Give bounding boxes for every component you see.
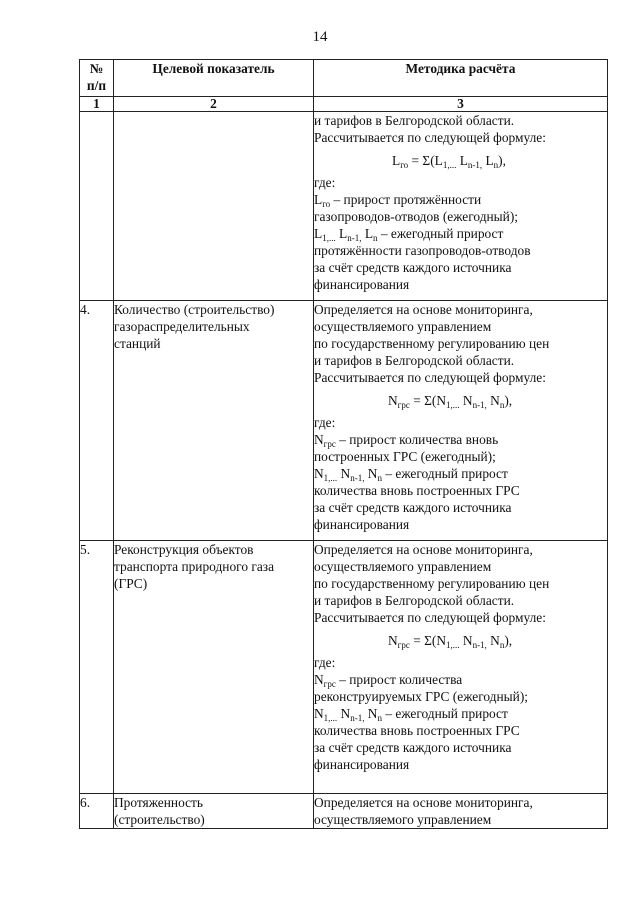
formula-text: ), bbox=[504, 393, 513, 408]
definition-subscript: n bbox=[373, 233, 378, 243]
formula bbox=[314, 392, 607, 409]
indicator-name-line: станций bbox=[114, 336, 161, 351]
formula-subscript: n-1, bbox=[472, 640, 487, 650]
table-header-row bbox=[80, 60, 608, 97]
row-number-cell bbox=[80, 112, 114, 301]
definition-line: финансирования bbox=[314, 277, 410, 292]
definition-subscript: n-1, bbox=[350, 473, 365, 483]
where-label: где: bbox=[314, 175, 336, 190]
indicators-table bbox=[79, 59, 608, 829]
formula-text: ), bbox=[504, 633, 513, 648]
definition-text: N bbox=[337, 706, 351, 721]
definition-subscript: грс bbox=[323, 439, 336, 449]
table-row bbox=[80, 541, 608, 794]
column-number-3: 3 bbox=[314, 97, 608, 112]
row-number-cell: 6. bbox=[80, 794, 114, 829]
definition-symbol: N bbox=[314, 432, 324, 447]
method-line: Определяется на основе мониторинга, bbox=[314, 302, 533, 317]
definition-text: L bbox=[335, 226, 348, 241]
row-number-cell: 5. bbox=[80, 541, 114, 794]
formula-text: L bbox=[456, 153, 468, 168]
definition-line: протяжённости газопроводов-отводов bbox=[314, 243, 531, 258]
definition-text: – прирост количества вновь bbox=[335, 432, 499, 447]
formula-subscript: 1,... bbox=[446, 640, 460, 650]
definition-text: N bbox=[337, 466, 351, 481]
formula-symbol: N bbox=[388, 633, 398, 648]
formula-subscript: n bbox=[499, 640, 505, 650]
indicator-name-cell bbox=[114, 794, 314, 829]
definition-subscript: 1,... bbox=[322, 233, 336, 243]
method-line: Рассчитывается по следующей формуле: bbox=[314, 610, 546, 625]
definition-line: газопроводов-отводов (ежегодный); bbox=[314, 209, 519, 224]
method-line: и тарифов в Белгородской области. bbox=[314, 353, 515, 368]
method-line: осуществляемого управлением bbox=[314, 559, 492, 574]
formula-subscript: грс bbox=[397, 400, 410, 410]
row-number-cell: 4. bbox=[80, 301, 114, 541]
indicator-name-line: Реконструкция объектов bbox=[114, 542, 254, 557]
definition-line bbox=[314, 225, 607, 242]
definition-symbol: N bbox=[314, 466, 324, 481]
formula-text: N bbox=[486, 633, 500, 648]
definition-line bbox=[314, 671, 607, 688]
definition-text: – ежегодный прирост bbox=[381, 706, 508, 721]
method-line: Рассчитывается по следующей формуле: bbox=[314, 130, 546, 145]
definition-symbol: N bbox=[314, 672, 324, 687]
column-number-1: 1 bbox=[80, 97, 114, 112]
formula-symbol: N bbox=[388, 393, 398, 408]
method-cell bbox=[314, 794, 608, 829]
definition-subscript: n bbox=[377, 473, 382, 483]
definition-symbol: L bbox=[314, 226, 323, 241]
formula-subscript: n-1, bbox=[472, 400, 487, 410]
definition-subscript: n bbox=[377, 713, 382, 723]
formula-subscript: 1,... bbox=[446, 400, 460, 410]
definition-line: построенных ГРС (ежегодный); bbox=[314, 449, 496, 464]
definition-line: финансирования bbox=[314, 757, 410, 772]
column-numbers-row bbox=[80, 97, 608, 112]
method-line: Рассчитывается по следующей формуле: bbox=[314, 370, 546, 385]
definition-symbol: L bbox=[314, 192, 323, 207]
header-number-line1: № bbox=[89, 61, 104, 76]
formula bbox=[314, 152, 607, 169]
formula-text: N bbox=[459, 393, 473, 408]
indicator-name-line: Протяженность bbox=[114, 795, 204, 810]
definition-line bbox=[314, 465, 607, 482]
definition-line: количества вновь построенных ГРС bbox=[314, 483, 520, 498]
formula-subscript: n bbox=[499, 400, 505, 410]
definition-subscript: грс bbox=[323, 679, 336, 689]
formula-text: L bbox=[482, 153, 494, 168]
indicator-name-cell bbox=[114, 541, 314, 794]
header-number-line2: п/п bbox=[86, 78, 107, 93]
table-row bbox=[80, 301, 608, 541]
method-line: осуществляемого управлением bbox=[314, 812, 492, 827]
formula-subscript: грс bbox=[397, 640, 410, 650]
definition-subscript: 1,... bbox=[323, 713, 338, 723]
definition-line bbox=[314, 431, 607, 448]
definition-line: за счёт средств каждого источника bbox=[314, 260, 512, 275]
definition-text: – ежегодный прирост bbox=[381, 466, 508, 481]
header-number bbox=[80, 60, 114, 97]
header-target-indicator: Целевой показатель bbox=[114, 60, 314, 97]
indicator-name-line: (строительство) bbox=[114, 812, 205, 827]
definition-text: – прирост количества bbox=[335, 672, 463, 687]
definition-symbol: N bbox=[314, 706, 324, 721]
method-line: по государственному регулированию цен bbox=[314, 336, 550, 351]
table-row bbox=[80, 794, 608, 829]
definition-line: реконструируемых ГРС (ежегодный); bbox=[314, 689, 529, 704]
where-label: где: bbox=[314, 655, 336, 670]
column-number-2: 2 bbox=[114, 97, 314, 112]
method-line: Определяется на основе мониторинга, bbox=[314, 795, 533, 810]
formula-subscript: n bbox=[493, 160, 499, 170]
definition-subscript: го bbox=[322, 199, 331, 209]
definition-text: N bbox=[364, 466, 378, 481]
definition-text: – ежегодный прирост bbox=[377, 226, 504, 241]
formula-subscript: 1,... bbox=[442, 160, 457, 170]
formula-text: = Σ(L bbox=[408, 153, 443, 168]
definition-line: за счёт средств каждого источника bbox=[314, 740, 512, 755]
page-number: 14 bbox=[312, 29, 328, 45]
where-label: где: bbox=[314, 415, 336, 430]
definition-line bbox=[314, 191, 607, 208]
method-line: по государственному регулированию цен bbox=[314, 576, 550, 591]
indicator-name-line: газораспределительных bbox=[114, 319, 250, 334]
definition-text: N bbox=[364, 706, 378, 721]
definition-subscript: n-1, bbox=[347, 233, 362, 243]
formula-text: = Σ(N bbox=[409, 633, 447, 648]
indicator-name-line: (ГРС) bbox=[114, 576, 148, 591]
indicator-name-line: Количество (строительство) bbox=[114, 302, 275, 317]
definition-text: L bbox=[361, 226, 373, 241]
method-cell bbox=[314, 541, 608, 794]
definition-line: за счёт средств каждого источника bbox=[314, 500, 512, 515]
formula-subscript: го bbox=[400, 160, 409, 170]
formula-text: ), bbox=[498, 153, 506, 168]
definition-subscript: 1,... bbox=[323, 473, 338, 483]
definition-line: количества вновь построенных ГРС bbox=[314, 723, 520, 738]
indicator-name-cell bbox=[114, 112, 314, 301]
indicator-name-line: транспорта природного газа bbox=[114, 559, 275, 574]
indicator-name-cell bbox=[114, 301, 314, 541]
definition-text: – прирост протяжённости bbox=[330, 192, 482, 207]
method-line: осуществляемого управлением bbox=[314, 319, 492, 334]
definition-line bbox=[314, 705, 607, 722]
formula-subscript: n-1, bbox=[467, 160, 483, 170]
method-line: и тарифов в Белгородской области. bbox=[314, 113, 515, 128]
formula bbox=[314, 632, 607, 649]
table-row bbox=[80, 112, 608, 301]
definition-subscript: n-1, bbox=[350, 713, 365, 723]
definition-line: финансирования bbox=[314, 517, 410, 532]
method-cell bbox=[314, 301, 608, 541]
formula-symbol: L bbox=[392, 153, 401, 168]
method-line: Определяется на основе мониторинга, bbox=[314, 542, 533, 557]
formula-text: N bbox=[459, 633, 473, 648]
header-calculation-method: Методика расчёта bbox=[314, 60, 608, 97]
method-cell bbox=[314, 112, 608, 301]
formula-text: N bbox=[486, 393, 500, 408]
method-line: и тарифов в Белгородской области. bbox=[314, 593, 515, 608]
formula-text: = Σ(N bbox=[409, 393, 447, 408]
